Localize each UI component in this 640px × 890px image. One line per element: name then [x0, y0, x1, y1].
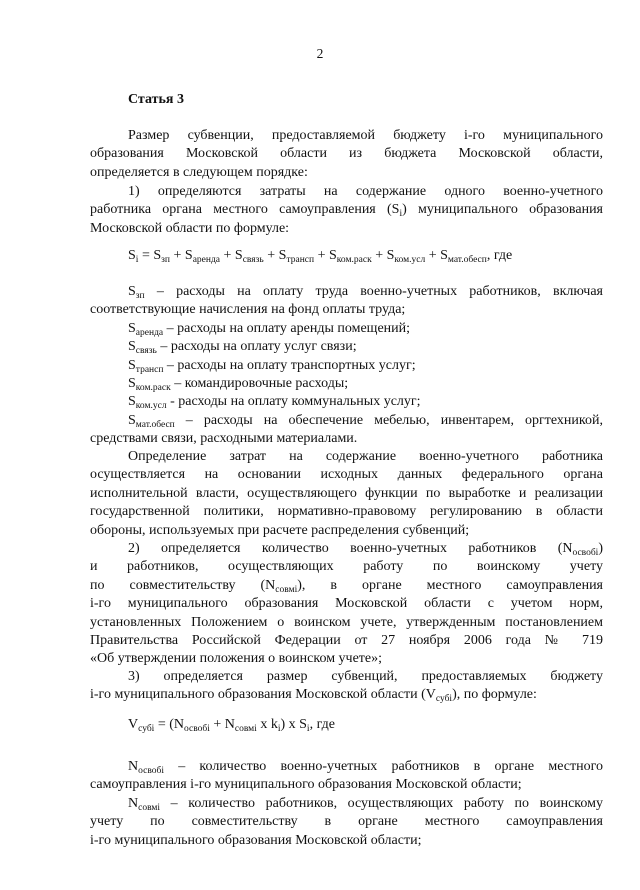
- def-transp: $S_{трансп}$ – расходы на оплату транспортных услуг;: [128, 357, 416, 375]
- item-1-paragraph: [90, 183, 603, 238]
- def-n-sovm: $N_{совмi}$ – количество работников, осуществляющих работу по воинскому: [128, 795, 603, 813]
- formula1-definitions: $S_{зп}$ – расходы на оплату труда военно-учетных работников, включая соответствующие начисления на фонд оплаты труда; $S_{аренда}$ – расходы на оплату аренды помещений; $S_{связь}$ – расходы на оплату услуг связи; $S_{трансп}$ – расходы на оплату транспортных услуг; $S_{ком.раск}$ – командировочные расходы; $S_{ком.усл}$ - расходы на оплату коммунальных услуг; $S_{мат.обесп}$ – расходы на обеспечение мебелью, инвентарем, оргтехникой, средствами связи, расходными материалами.: [90, 284, 603, 447]
- def-komusl: $S_{ком.усл}$ - расходы на оплату коммунальных услуг;: [128, 394, 421, 412]
- item-3-paragraph: 3) определяется размер субвенций, предоставляемых бюджету i-го муниципального образования Московской области $(V_{субi})$, по формуле:: [90, 669, 603, 705]
- intro-line-1: Размер субвенции, предоставляемой бюджету i-го муниципального: [128, 128, 603, 143]
- item1-line-1: 1) определяются затраты на содержание одного военно-учетного: [128, 184, 603, 199]
- formula-v-subi: $V_{субi} = (N_{освобi} + N_{совмi}$ x $k_i$) x $S_i$, где: [128, 717, 335, 734]
- item-2-paragraph: 2) определяется количество военно-учетных работников $(N_{освобi})$ и работников, осуществляющих работу по воинскому учету по совместительству $(N_{совмi})$, в органе местного самоуправления i-го муниципального образования Московской области с учетом норм, установленных Положением о воинском учете, утвержденным постановлением Правительства Российской Федерации от 27 ноября 2006 года № 719 «Об утверждении положения о воинском учете»;: [90, 541, 603, 667]
- def-arenda: $S_{аренда}$ – расходы на оплату аренды помещений;: [128, 320, 411, 338]
- item1-line-2: работника органа местного самоуправления $(S_i)$ муниципального образования: [90, 202, 603, 220]
- def-n-osvob: $N_{освобi}$ – количество военно-учетных работников в органе местного: [128, 759, 603, 776]
- determination-paragraph: Определение затрат на содержание военно-учетного работника осуществляется на основании исходных данных федерального органа исполнительной власти, осуществляющего функции по выработке и реализации государственной политики, нормативно-правовому регулированию в области обороны, используемых при расчете распределения субвенций;: [90, 449, 603, 538]
- def-svyaz: $S_{связь}$ – расходы на оплату услуг связи;: [128, 339, 357, 357]
- intro-line-2: образования Московской области из бюджета Московской области,: [90, 146, 603, 162]
- page-number: 2: [316, 46, 324, 61]
- article-title: Статья 3: [128, 92, 184, 107]
- intro-paragraph: [90, 127, 603, 182]
- def-zp: $S_{зп}$ – расходы на оплату труда военно-учетных работников, включая: [128, 284, 603, 301]
- def-komrask: $S_{ком.раск}$ – командировочные расходы;: [128, 376, 349, 394]
- formula2-definitions: $N_{освобi}$ – количество военно-учетных работников в органе местного самоуправления i-го муниципального образования Московской области; $N_{совмi}$ – количество работников, осуществляющих работу по воинскому учету по совместительству в органе местного самоуправления i-го муниципального образования Московской области;: [90, 759, 603, 848]
- item1-line-3: Московской области по формуле:: [90, 220, 290, 236]
- intro-line-3: определяется в следующем порядке:: [90, 164, 308, 180]
- formula-s-i: $S_i = S_{зп} + S_{аренда} + S_{связь} + S_{трансп} + S_{ком.раск} + S_{ком.усл} + S_{мат.обесп}$, где: [128, 248, 513, 265]
- def-matobesp: $S_{мат.обесп}$ – расходы на обеспечение мебелью, инвентарем, оргтехникой,: [128, 412, 603, 430]
